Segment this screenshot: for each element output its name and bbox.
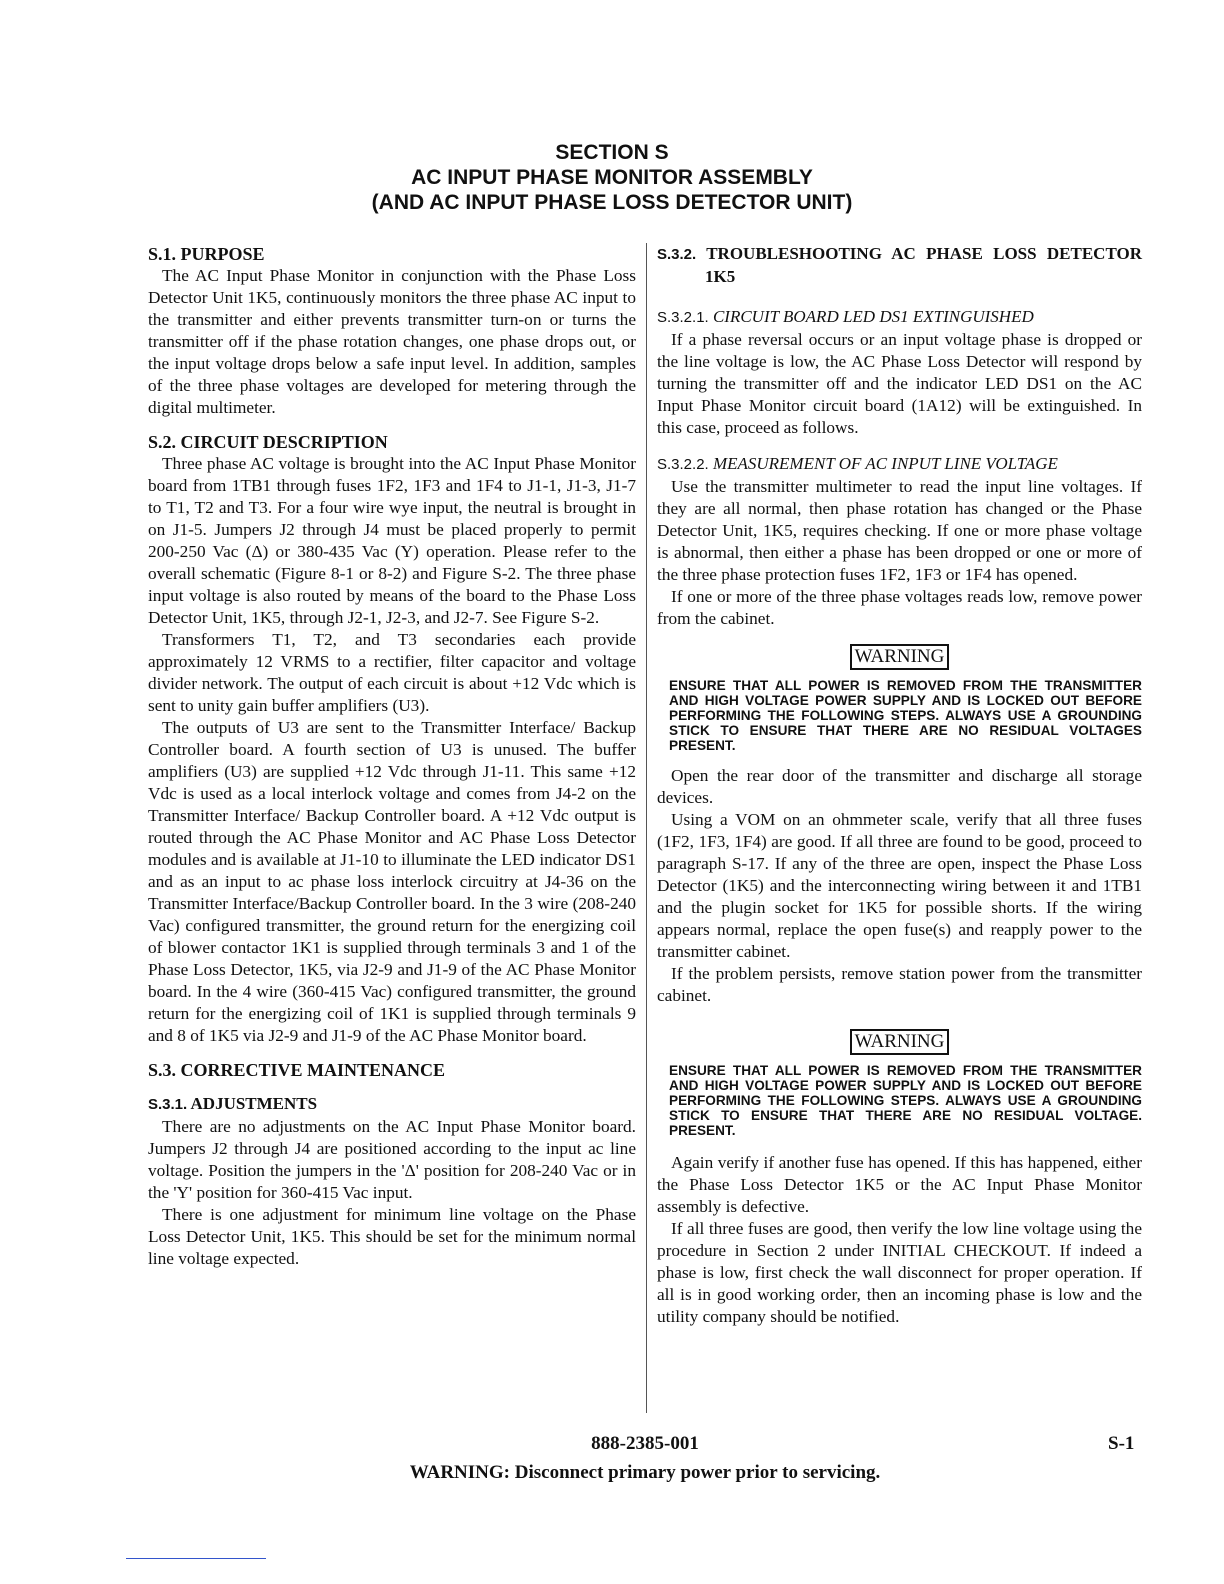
troubleshooting-heading bbox=[657, 243, 1142, 288]
footer-rule bbox=[126, 1558, 266, 1559]
right-column bbox=[657, 243, 1142, 1328]
warning-text-2: ENSURE THAT ALL POWER IS REMOVED FROM THE TRANSMITTER AND HIGH VOLTAGE POWER SUPPLY AND IS LOCKED OUT BEFORE PERFORMING THE FOLLOWING STEPS. ALWAYS USE A GROUNDING STICK TO ENSURE THAT THERE ARE NO RESIDUAL VOLTAGE. PRESENT. bbox=[669, 1063, 1142, 1138]
measurement-paragraph-1: Use the transmitter multimeter to read the input line voltages. If they are all normal, then phase rotation has changed or the Phase Detector Unit, 1K5, requires checking. If one or more phase voltage is abnormal, then either a phase has been dropped or one or more of the three phase protection fuses 1F2, 1F3 or 1F4 has opened. bbox=[657, 477, 1142, 584]
low-line-paragraph: If all three fuses are good, then verify the low line voltage using the procedure in Section 2 under INITIAL CHECKOUT. If indeed a phase is low, first check the wall disconnect for proper operation. If all is in good working order, then an incoming phase is low and the utility company should be notified. bbox=[657, 1219, 1142, 1326]
problem-persists-paragraph: If the problem persists, remove station power from the transmitter cabinet. bbox=[657, 964, 1142, 1005]
led-extinguished-heading bbox=[657, 306, 1142, 329]
circuit-paragraph-2: Transformers T1, T2, and T3 secondaries each provide approximately 12 VRMS to a rectifier, filter capacitor and voltage divider network. The output of each circuit is about +12 Vdc which is sent to unity gain buffer amplifiers (U3). bbox=[148, 630, 636, 715]
fuse-check-paragraph: Using a VOM on an ohmmeter scale, verify that all three fuses (1F2, 1F3, 1F4) are good. If all three are found to be good, proceed to paragraph S-17. If any of the three are open, inspect the Phase Loss Detector (1K5) and the interconnecting wiring between it and 1TB1 and the plugin socket for 1K5 for possible shorts. If the wiring appears normal, replace the open fuse(s) and reapply power to the transmitter cabinet. bbox=[657, 810, 1142, 961]
discharge-paragraph: Open the rear door of the transmitter and discharge all storage devices. bbox=[657, 766, 1142, 807]
column-divider bbox=[646, 243, 647, 1413]
troubleshooting-title: TROUBLESHOOTING AC PHASE LOSS DETECTOR 1K5 bbox=[705, 244, 1142, 286]
page-number: S-1 bbox=[1108, 1433, 1135, 1454]
measurement-heading bbox=[657, 453, 1142, 476]
warning-text-1: ENSURE THAT ALL POWER IS REMOVED FROM THE TRANSMITTER AND HIGH VOLTAGE POWER SUPPLY AND IS LOCKED OUT BEFORE PERFORMING THE FOLLOWING STEPS. ALWAYS USE A GROUNDING STICK TO ENSURE THAT THERE ARE NO RESIDUAL VOLTAGES PRESENT. bbox=[669, 678, 1142, 753]
troubleshooting-number: S.3.2. bbox=[657, 246, 697, 263]
warning-label-text-1: WARNING bbox=[850, 644, 950, 670]
measurement-title: MEASUREMENT OF AC INPUT LINE VOLTAGE bbox=[712, 454, 1058, 473]
warning-label-2 bbox=[657, 1029, 1142, 1055]
adjustments-paragraph-2: There is one adjustment for minimum line voltage on the Phase Loss Detector Unit, 1K5. This should be set for the minimum normal line voltage expected. bbox=[148, 1205, 636, 1268]
footer-warning: WARNING: Disconnect primary power prior to servicing. bbox=[409, 1462, 881, 1483]
section-subtitle-2: (AND AC INPUT PHASE LOSS DETECTOR UNIT) bbox=[371, 191, 853, 214]
adjustments-title: ADJUSTMENTS bbox=[190, 1094, 318, 1113]
section-subtitle: AC INPUT PHASE MONITOR ASSEMBLY bbox=[411, 166, 813, 189]
circuit-description-heading: S.2. CIRCUIT DESCRIPTION bbox=[148, 432, 388, 452]
purpose-heading: S.1. PURPOSE bbox=[148, 244, 265, 264]
warning-label-1 bbox=[657, 644, 1142, 670]
led-paragraph: If a phase reversal occurs or an input voltage phase is dropped or the line voltage is low, the AC Phase Loss Detector will respond by turning the transmitter off and the indicator LED DS1 on the AC Input Phase Monitor circuit board (1A12) will be extinguished. In this case, proceed as follows. bbox=[657, 330, 1142, 437]
circuit-paragraph-1: Three phase AC voltage is brought into the AC Input Phase Monitor board from 1TB1 through fuses 1F2, 1F3 and 1F4 to J1-1, J1-3, J1-7 to T1, T2 and T3. For a four wire wye input, the neutral is brought in on J1-5. Jumpers J2 through J4 must be placed properly to permit 200-250 Vac (Δ) or 380-435 Vac (Y) operation. Please refer to the overall schematic (Figure 8-1 or 8-2) and Figure S-2. The three phase input voltage is also routed by means of the board to the Phase Loss Detector Unit, 1K5, through J2-1, J2-3, and J2-7. See Figure S-2. bbox=[148, 454, 636, 627]
adjustments-paragraph-1: There are no adjustments on the AC Input Phase Monitor board. Jumpers J2 through J4 are positioned according to the input ac line voltage. Position the jumpers in the 'Δ' position for 208-240 Vac or in the 'Y' position for 360-415 Vac input. bbox=[148, 1117, 636, 1202]
circuit-paragraph-3: The outputs of U3 are sent to the Transmitter Interface/ Backup Controller board. A fourth section of U3 is unused. The buffer amplifiers (U3) are supplied +12 Vdc through J1-11. This same +12 Vdc is used as a local interlock voltage and comes from J4-2 on the Transmitter Interface/ Backup Controller board. A +12 Vdc output is routed through the AC Phase Monitor and AC Phase Loss Detector modules and is available at J1-10 to illuminate the LED indicator DS1 and as an input to ac phase loss interlock circuitry at J4-36 on the Transmitter Interface/Backup Controller board. In the 3 wire (208-240 Vac) configured transmitter, the ground return for the energizing coil of blower contactor 1K1 is supplied through terminals 3 and 1 of the Phase Loss Detector, 1K5, via J2-9 and J1-9 of the AC Phase Monitor board. In the 4 wire (360-415 Vac) configured transmitter, the ground return for the energizing coil of 1K1 is supplied through terminals 9 and 8 of 1K5 via J2-9 and J1-9 of the AC Phase Monitor board. bbox=[148, 718, 636, 1045]
document-number: 888-2385-001 bbox=[591, 1433, 699, 1454]
section-header bbox=[0, 140, 1224, 215]
left-column bbox=[148, 243, 636, 1270]
warning-label-text-2: WARNING bbox=[850, 1029, 950, 1055]
led-heading-title: CIRCUIT BOARD LED DS1 EXTINGUISHED bbox=[712, 307, 1034, 326]
reverify-paragraph: Again verify if another fuse has opened. If this has happened, either the Phase Loss Detector 1K5 or the AC Input Phase Monitor assembly is defective. bbox=[657, 1153, 1142, 1216]
section-title: SECTION S bbox=[555, 141, 669, 164]
measurement-number: S.3.2.2. bbox=[657, 456, 709, 473]
adjustments-heading bbox=[148, 1093, 636, 1116]
corrective-maintenance-heading: S.3. CORRECTIVE MAINTENANCE bbox=[148, 1060, 446, 1080]
measurement-paragraph-2: If one or more of the three phase voltages reads low, remove power from the cabinet. bbox=[657, 587, 1142, 628]
purpose-paragraph: The AC Input Phase Monitor in conjunction with the Phase Loss Detector Unit 1K5, continuously monitors the three phase AC input to the transmitter and either prevents transmitter turn-on or turns the transmitter off if the phase rotation changes, one phase drops out, or the input voltage drops below a safe input level. In addition, samples of the three phase voltages are developed for metering through the digital multimeter. bbox=[148, 266, 636, 417]
adjustments-number: S.3.1. bbox=[148, 1096, 188, 1113]
led-heading-number: S.3.2.1. bbox=[657, 309, 709, 326]
